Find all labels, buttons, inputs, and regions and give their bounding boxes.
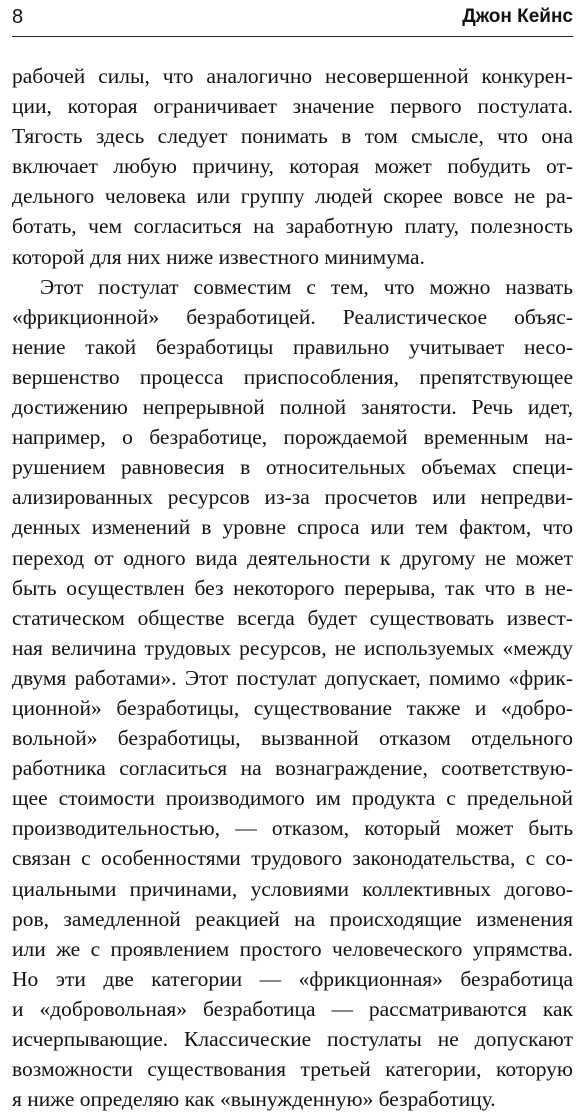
text-line: циальными причинами, условиями коллективных догово- [12,876,573,901]
body-text [12,61,573,1114]
text-line: возможности существования третьей категории, которую [12,1057,573,1082]
text-line: включает любую причину, которая может побудить от- [12,154,573,179]
text-line: ционной» безработицы, существование также и «добро- [12,695,573,720]
text-line: вершенство процесса приспособления, препятствующее [12,364,573,389]
paragraph-2 [12,272,573,1114]
text-line: вольной» безработицы, вызванной отказом отдельного [12,726,573,751]
text-line: рабочей силы, что аналогично несовершенной конкурен- [12,64,573,88]
text-line: или же с проявлением простого человеческого упрямства. [12,936,573,961]
text-line: достижению непрерывной полной занятости. Речь идет, [12,395,573,420]
page-number: 8 [12,6,24,28]
text-line: статическом обществе всегда будет существовать извест- [12,605,573,630]
header-rule [12,36,573,37]
text-line: ции, которая ограничивает значение первого постулата. [12,94,573,119]
text-line: я ниже определяю как «вынужденную» безработицу. [12,1087,496,1112]
text-line: работника согласиться на вознаграждение, соответствую- [12,756,573,781]
text-line: ализированных ресурсов из-за просчетов или непредви- [12,485,573,510]
text-line: ботать, чем согласиться на заработную плату, полезность [12,214,573,239]
text-line: ная величина трудовых ресурсов, не используемых «между [12,635,573,660]
text-line: дельного человека или группу людей скорее вовсе не ра- [12,184,573,209]
text-line: нение такой безработицы правильно учитывает несо- [12,334,573,359]
text-line: связан с особенностями трудового законодательства, с со- [12,846,573,871]
text-line: щее стоимости производимого им продукта с предельной [12,786,573,811]
text-line: «фрикционной» безработицей. Реалистическое объяс- [12,304,573,329]
text-line: рушением равновесия в относительных объемах специ- [12,455,573,480]
running-head-author: Джон Кейнс [462,6,573,27]
text-line: Но эти две категории — «фрикционная» безработица [12,966,573,991]
text-line: которой для них ниже известного минимума. [12,244,425,269]
text-line: Этот постулат совместим с тем, что можно назвать [40,274,573,299]
text-line: исчерпывающие. Классические постулаты не допускают [12,1027,573,1051]
paragraph-1 [12,61,573,272]
text-line: Тягость здесь следует понимать в том смысле, что она [12,124,573,149]
text-line: и «добровольная» безработица — рассматриваются как [12,996,573,1021]
text-line: денных изменений в уровне спроса или тем фактом, что [12,515,573,540]
text-line: переход от одного вида деятельности к другому не может [12,545,573,570]
text-line: быть осуществлен без некоторого перерыва, так что в не- [12,575,573,600]
text-line: например, о безработице, порождаемой временным на- [12,425,573,450]
text-line: ров, замедленной реакцией на происходящие изменения [12,906,573,931]
text-line: производительностью, — отказом, который может быть [12,816,573,841]
text-line: двумя работами». Этот постулат допускает, помимо «фрик- [12,665,573,690]
